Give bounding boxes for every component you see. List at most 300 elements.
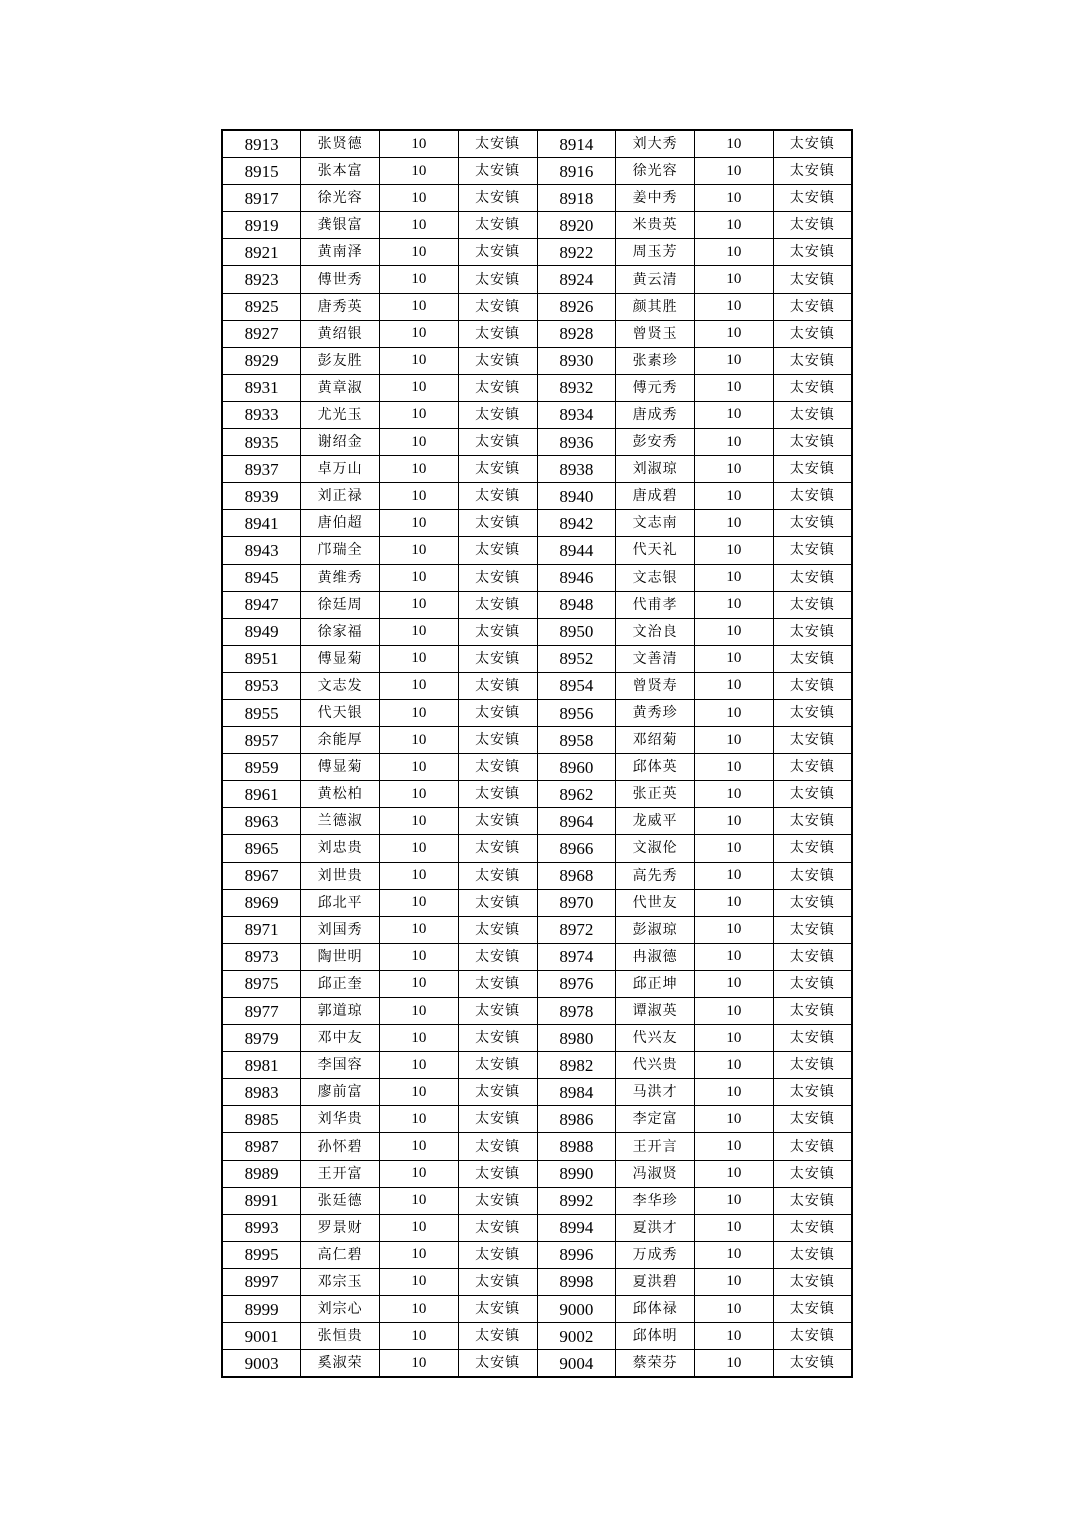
right-amount-cell: 10 [695,862,774,889]
left-record-number-cell: 8999 [222,1296,301,1323]
left-record-number-cell: 8947 [222,591,301,618]
right-amount-cell: 10 [695,754,774,781]
right-town-name-cell: 太安镇 [773,699,852,726]
left-record-number-cell: 8961 [222,781,301,808]
right-person-name-cell: 刘淑琼 [616,456,695,483]
right-town-name-cell: 太安镇 [773,1106,852,1133]
left-record-number-cell: 8933 [222,401,301,428]
right-amount-cell: 10 [695,618,774,645]
left-person-name-cell: 傅世秀 [301,266,380,293]
right-record-number-cell: 8994 [537,1214,616,1241]
left-record-number-cell: 8925 [222,293,301,320]
right-person-name-cell: 代甫孝 [616,591,695,618]
left-town-name-cell: 太安镇 [458,1106,537,1133]
left-amount-cell: 10 [380,862,459,889]
right-town-name-cell: 太安镇 [773,645,852,672]
right-record-number-cell: 8916 [537,158,616,185]
left-town-name-cell: 太安镇 [458,347,537,374]
right-person-name-cell: 邱正坤 [616,970,695,997]
right-amount-cell: 10 [695,1323,774,1350]
left-record-number-cell: 8969 [222,889,301,916]
right-amount-cell: 10 [695,672,774,699]
left-record-number-cell: 8987 [222,1133,301,1160]
right-person-name-cell: 邱体明 [616,1323,695,1350]
right-person-name-cell: 邓绍菊 [616,727,695,754]
right-town-name-cell: 太安镇 [773,835,852,862]
left-amount-cell: 10 [380,618,459,645]
left-town-name-cell: 太安镇 [458,1160,537,1187]
left-amount-cell: 10 [380,727,459,754]
right-town-name-cell: 太安镇 [773,1323,852,1350]
left-record-number-cell: 8995 [222,1241,301,1268]
left-record-number-cell: 8915 [222,158,301,185]
left-amount-cell: 10 [380,1025,459,1052]
left-person-name-cell: 罗景财 [301,1214,380,1241]
right-person-name-cell: 李华珍 [616,1187,695,1214]
right-town-name-cell: 太安镇 [773,754,852,781]
right-town-name-cell: 太安镇 [773,591,852,618]
right-amount-cell: 10 [695,510,774,537]
table-row [222,1296,852,1323]
right-town-name-cell: 太安镇 [773,781,852,808]
table-row [222,1160,852,1187]
right-record-number-cell: 8922 [537,239,616,266]
left-person-name-cell: 廖前富 [301,1079,380,1106]
left-town-name-cell: 太安镇 [458,1079,537,1106]
left-person-name-cell: 陶世明 [301,943,380,970]
right-record-number-cell: 8936 [537,429,616,456]
table-row [222,1241,852,1268]
left-person-name-cell: 唐伯超 [301,510,380,537]
right-town-name-cell: 太安镇 [773,727,852,754]
left-amount-cell: 10 [380,401,459,428]
left-town-name-cell: 太安镇 [458,185,537,212]
right-town-name-cell: 太安镇 [773,158,852,185]
right-amount-cell: 10 [695,645,774,672]
right-record-number-cell: 8968 [537,862,616,889]
right-record-number-cell: 9002 [537,1323,616,1350]
left-person-name-cell: 傅显菊 [301,645,380,672]
left-town-name-cell: 太安镇 [458,889,537,916]
left-person-name-cell: 邱北平 [301,889,380,916]
table-row [222,185,852,212]
left-amount-cell: 10 [380,293,459,320]
right-person-name-cell: 万成秀 [616,1241,695,1268]
table-row [222,943,852,970]
left-record-number-cell: 8923 [222,266,301,293]
left-amount-cell: 10 [380,537,459,564]
left-record-number-cell: 8949 [222,618,301,645]
right-record-number-cell: 8998 [537,1268,616,1295]
left-amount-cell: 10 [380,754,459,781]
left-person-name-cell: 刘国秀 [301,916,380,943]
right-town-name-cell: 太安镇 [773,916,852,943]
right-record-number-cell: 8982 [537,1052,616,1079]
left-town-name-cell: 太安镇 [458,564,537,591]
right-town-name-cell: 太安镇 [773,672,852,699]
left-person-name-cell: 孙怀碧 [301,1133,380,1160]
right-amount-cell: 10 [695,185,774,212]
left-town-name-cell: 太安镇 [458,618,537,645]
left-amount-cell: 10 [380,808,459,835]
right-amount-cell: 10 [695,266,774,293]
right-town-name-cell: 太安镇 [773,862,852,889]
left-town-name-cell: 太安镇 [458,1133,537,1160]
right-town-name-cell: 太安镇 [773,943,852,970]
left-person-name-cell: 郭道琼 [301,998,380,1025]
right-amount-cell: 10 [695,970,774,997]
right-amount-cell: 10 [695,1187,774,1214]
left-person-name-cell: 李国容 [301,1052,380,1079]
right-town-name-cell: 太安镇 [773,1268,852,1295]
left-town-name-cell: 太安镇 [458,456,537,483]
left-town-name-cell: 太安镇 [458,483,537,510]
right-record-number-cell: 8956 [537,699,616,726]
right-amount-cell: 10 [695,1052,774,1079]
left-amount-cell: 10 [380,943,459,970]
left-town-name-cell: 太安镇 [458,699,537,726]
left-town-name-cell: 太安镇 [458,158,537,185]
table-row [222,1187,852,1214]
left-record-number-cell: 8993 [222,1214,301,1241]
right-amount-cell: 10 [695,916,774,943]
roster-table-body [222,130,852,1377]
left-record-number-cell: 8963 [222,808,301,835]
right-record-number-cell: 8960 [537,754,616,781]
right-amount-cell: 10 [695,429,774,456]
left-record-number-cell: 9003 [222,1350,301,1378]
right-person-name-cell: 代兴贵 [616,1052,695,1079]
table-row [222,672,852,699]
right-town-name-cell: 太安镇 [773,1296,852,1323]
right-town-name-cell: 太安镇 [773,130,852,158]
left-town-name-cell: 太安镇 [458,1187,537,1214]
left-amount-cell: 10 [380,1133,459,1160]
left-amount-cell: 10 [380,130,459,158]
left-record-number-cell: 8979 [222,1025,301,1052]
left-person-name-cell: 徐光容 [301,185,380,212]
left-record-number-cell: 8935 [222,429,301,456]
right-record-number-cell: 8988 [537,1133,616,1160]
right-person-name-cell: 米贵英 [616,212,695,239]
right-amount-cell: 10 [695,1025,774,1052]
left-record-number-cell: 8927 [222,320,301,347]
table-row [222,564,852,591]
left-person-name-cell: 代天银 [301,699,380,726]
left-person-name-cell: 徐家福 [301,618,380,645]
right-record-number-cell: 8930 [537,347,616,374]
left-person-name-cell: 尤光玉 [301,401,380,428]
right-amount-cell: 10 [695,347,774,374]
left-amount-cell: 10 [380,1052,459,1079]
right-amount-cell: 10 [695,239,774,266]
right-record-number-cell: 8928 [537,320,616,347]
right-person-name-cell: 彭淑琼 [616,916,695,943]
right-person-name-cell: 李定富 [616,1106,695,1133]
left-record-number-cell: 8917 [222,185,301,212]
right-person-name-cell: 徐光容 [616,158,695,185]
left-record-number-cell: 8939 [222,483,301,510]
right-record-number-cell: 8944 [537,537,616,564]
right-town-name-cell: 太安镇 [773,1052,852,1079]
left-town-name-cell: 太安镇 [458,835,537,862]
right-person-name-cell: 蔡荣芬 [616,1350,695,1378]
roster-table [221,129,853,1378]
right-amount-cell: 10 [695,130,774,158]
right-record-number-cell: 8990 [537,1160,616,1187]
left-town-name-cell: 太安镇 [458,429,537,456]
left-record-number-cell: 8991 [222,1187,301,1214]
left-person-name-cell: 奚淑荣 [301,1350,380,1378]
right-amount-cell: 10 [695,483,774,510]
right-record-number-cell: 8966 [537,835,616,862]
left-amount-cell: 10 [380,998,459,1025]
right-person-name-cell: 高先秀 [616,862,695,889]
left-amount-cell: 10 [380,1268,459,1295]
table-row [222,1052,852,1079]
right-record-number-cell: 8926 [537,293,616,320]
right-record-number-cell: 8978 [537,998,616,1025]
right-person-name-cell: 唐成碧 [616,483,695,510]
left-record-number-cell: 8985 [222,1106,301,1133]
left-town-name-cell: 太安镇 [458,727,537,754]
table-row [222,456,852,483]
left-person-name-cell: 黄松柏 [301,781,380,808]
table-row [222,970,852,997]
left-person-name-cell: 张贤德 [301,130,380,158]
left-amount-cell: 10 [380,456,459,483]
table-row [222,1079,852,1106]
left-person-name-cell: 黄绍银 [301,320,380,347]
left-amount-cell: 10 [380,1079,459,1106]
right-person-name-cell: 冉淑德 [616,943,695,970]
left-amount-cell: 10 [380,347,459,374]
left-person-name-cell: 黄章淑 [301,374,380,401]
table-row [222,1106,852,1133]
right-record-number-cell: 8938 [537,456,616,483]
right-town-name-cell: 太安镇 [773,293,852,320]
left-person-name-cell: 邱正奎 [301,970,380,997]
left-town-name-cell: 太安镇 [458,401,537,428]
table-row [222,401,852,428]
right-town-name-cell: 太安镇 [773,889,852,916]
left-town-name-cell: 太安镇 [458,1296,537,1323]
right-person-name-cell: 谭淑英 [616,998,695,1025]
table-row [222,727,852,754]
right-town-name-cell: 太安镇 [773,998,852,1025]
right-town-name-cell: 太安镇 [773,1187,852,1214]
right-amount-cell: 10 [695,1350,774,1378]
left-amount-cell: 10 [380,510,459,537]
right-town-name-cell: 太安镇 [773,456,852,483]
left-amount-cell: 10 [380,916,459,943]
right-person-name-cell: 文淑伦 [616,835,695,862]
left-amount-cell: 10 [380,889,459,916]
left-town-name-cell: 太安镇 [458,320,537,347]
right-amount-cell: 10 [695,1268,774,1295]
right-person-name-cell: 颜其胜 [616,293,695,320]
left-person-name-cell: 邝瑞全 [301,537,380,564]
right-person-name-cell: 龙威平 [616,808,695,835]
right-person-name-cell: 代兴友 [616,1025,695,1052]
table-row [222,754,852,781]
table-row [222,239,852,266]
left-town-name-cell: 太安镇 [458,916,537,943]
right-amount-cell: 10 [695,889,774,916]
right-town-name-cell: 太安镇 [773,808,852,835]
right-person-name-cell: 黄云清 [616,266,695,293]
right-town-name-cell: 太安镇 [773,1160,852,1187]
right-town-name-cell: 太安镇 [773,374,852,401]
left-person-name-cell: 邓宗玉 [301,1268,380,1295]
right-amount-cell: 10 [695,835,774,862]
left-town-name-cell: 太安镇 [458,754,537,781]
left-amount-cell: 10 [380,699,459,726]
left-record-number-cell: 8975 [222,970,301,997]
left-record-number-cell: 8955 [222,699,301,726]
right-amount-cell: 10 [695,158,774,185]
right-amount-cell: 10 [695,591,774,618]
right-person-name-cell: 邱体英 [616,754,695,781]
right-record-number-cell: 8914 [537,130,616,158]
left-town-name-cell: 太安镇 [458,1268,537,1295]
right-town-name-cell: 太安镇 [773,1025,852,1052]
left-person-name-cell: 兰德淑 [301,808,380,835]
table-row [222,1133,852,1160]
right-town-name-cell: 太安镇 [773,266,852,293]
left-person-name-cell: 刘忠贵 [301,835,380,862]
right-person-name-cell: 曾贤玉 [616,320,695,347]
right-town-name-cell: 太安镇 [773,320,852,347]
left-amount-cell: 10 [380,970,459,997]
left-town-name-cell: 太安镇 [458,1214,537,1241]
right-amount-cell: 10 [695,998,774,1025]
left-person-name-cell: 王开富 [301,1160,380,1187]
left-person-name-cell: 刘华贵 [301,1106,380,1133]
right-record-number-cell: 8970 [537,889,616,916]
table-row [222,699,852,726]
right-person-name-cell: 代天礼 [616,537,695,564]
left-amount-cell: 10 [380,591,459,618]
right-person-name-cell: 冯淑贤 [616,1160,695,1187]
table-row [222,618,852,645]
right-person-name-cell: 彭安秀 [616,429,695,456]
left-record-number-cell: 8937 [222,456,301,483]
left-person-name-cell: 张本富 [301,158,380,185]
left-amount-cell: 10 [380,1214,459,1241]
right-person-name-cell: 曾贤寿 [616,672,695,699]
left-record-number-cell: 8981 [222,1052,301,1079]
right-record-number-cell: 8918 [537,185,616,212]
left-town-name-cell: 太安镇 [458,1350,537,1378]
right-record-number-cell: 8920 [537,212,616,239]
right-person-name-cell: 张素珍 [616,347,695,374]
right-town-name-cell: 太安镇 [773,1079,852,1106]
right-town-name-cell: 太安镇 [773,537,852,564]
right-person-name-cell: 邱体禄 [616,1296,695,1323]
left-person-name-cell: 刘宗心 [301,1296,380,1323]
table-row [222,347,852,374]
right-person-name-cell: 姜中秀 [616,185,695,212]
left-town-name-cell: 太安镇 [458,537,537,564]
left-record-number-cell: 8945 [222,564,301,591]
right-person-name-cell: 王开言 [616,1133,695,1160]
left-town-name-cell: 太安镇 [458,781,537,808]
table-row [222,889,852,916]
left-record-number-cell: 9001 [222,1323,301,1350]
left-record-number-cell: 8931 [222,374,301,401]
table-row [222,862,852,889]
right-town-name-cell: 太安镇 [773,970,852,997]
left-person-name-cell: 文志发 [301,672,380,699]
right-amount-cell: 10 [695,293,774,320]
right-amount-cell: 10 [695,456,774,483]
right-record-number-cell: 8924 [537,266,616,293]
right-record-number-cell: 8986 [537,1106,616,1133]
table-row [222,835,852,862]
table-row [222,645,852,672]
left-person-name-cell: 龚银富 [301,212,380,239]
right-person-name-cell: 马洪才 [616,1079,695,1106]
left-amount-cell: 10 [380,1296,459,1323]
left-amount-cell: 10 [380,1241,459,1268]
right-amount-cell: 10 [695,943,774,970]
left-record-number-cell: 8951 [222,645,301,672]
right-town-name-cell: 太安镇 [773,564,852,591]
left-person-name-cell: 唐秀英 [301,293,380,320]
right-record-number-cell: 8974 [537,943,616,970]
left-record-number-cell: 8983 [222,1079,301,1106]
right-record-number-cell: 8962 [537,781,616,808]
left-person-name-cell: 刘正禄 [301,483,380,510]
left-town-name-cell: 太安镇 [458,510,537,537]
right-person-name-cell: 夏洪碧 [616,1268,695,1295]
right-town-name-cell: 太安镇 [773,185,852,212]
table-row [222,1025,852,1052]
left-town-name-cell: 太安镇 [458,1241,537,1268]
left-town-name-cell: 太安镇 [458,239,537,266]
left-town-name-cell: 太安镇 [458,374,537,401]
right-person-name-cell: 文志南 [616,510,695,537]
left-town-name-cell: 太安镇 [458,943,537,970]
left-person-name-cell: 张廷德 [301,1187,380,1214]
right-town-name-cell: 太安镇 [773,429,852,456]
left-person-name-cell: 余能厚 [301,727,380,754]
right-amount-cell: 10 [695,537,774,564]
right-record-number-cell: 9004 [537,1350,616,1378]
table-row [222,212,852,239]
right-amount-cell: 10 [695,1241,774,1268]
table-row [222,537,852,564]
right-person-name-cell: 张正英 [616,781,695,808]
right-record-number-cell: 8946 [537,564,616,591]
left-town-name-cell: 太安镇 [458,293,537,320]
right-record-number-cell: 8952 [537,645,616,672]
right-amount-cell: 10 [695,401,774,428]
right-record-number-cell: 8984 [537,1079,616,1106]
left-record-number-cell: 8921 [222,239,301,266]
left-person-name-cell: 徐廷周 [301,591,380,618]
left-town-name-cell: 太安镇 [458,672,537,699]
right-town-name-cell: 太安镇 [773,1133,852,1160]
right-record-number-cell: 9000 [537,1296,616,1323]
left-record-number-cell: 8965 [222,835,301,862]
right-town-name-cell: 太安镇 [773,347,852,374]
right-amount-cell: 10 [695,320,774,347]
table-row [222,158,852,185]
right-person-name-cell: 文志银 [616,564,695,591]
table-row [222,429,852,456]
